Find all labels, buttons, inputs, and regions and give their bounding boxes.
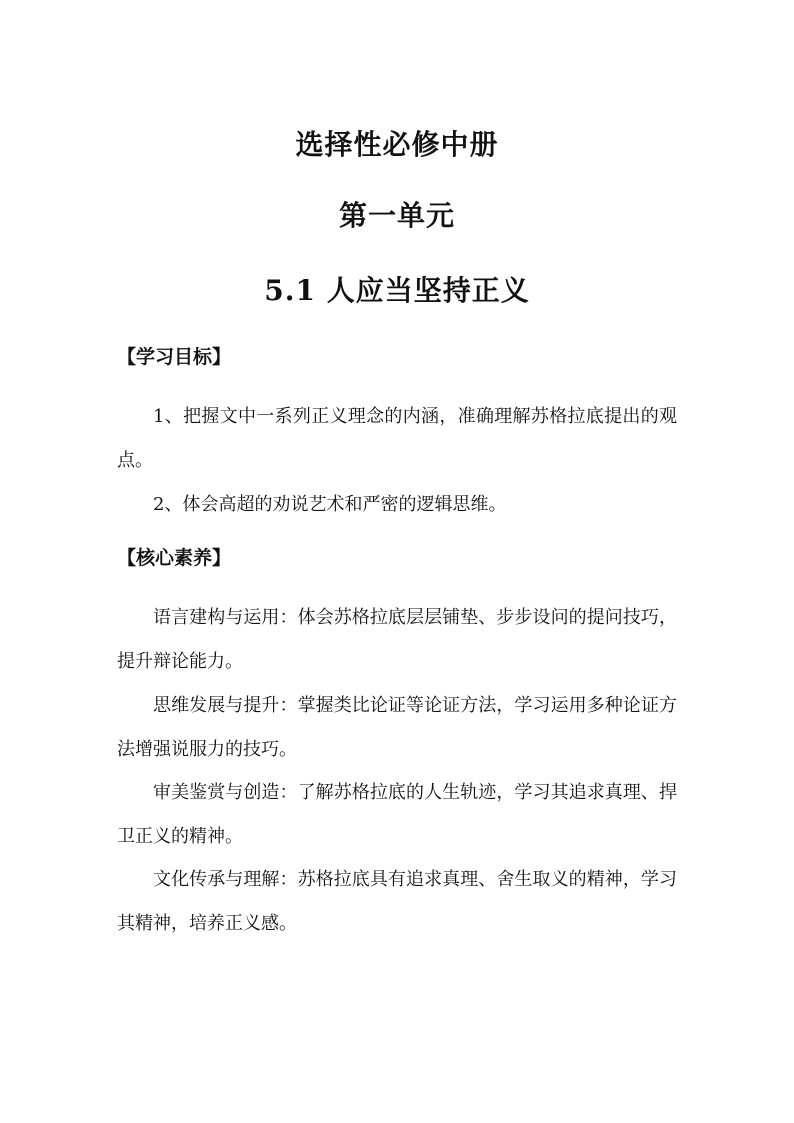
book-title: 选择性必修中册 [295,128,499,161]
core-literacy-aesthetics: 审美鉴赏与创造：了解苏格拉底的人生轨迹，学习其追求真理、捍卫正义的精神。 [117,782,677,847]
core-literacy-culture: 文化传承与理解：苏格拉底具有追求真理、舍生取义的精神，学习其精神，培养正义感。 [117,869,677,934]
unit-title: 第一单元 [338,199,455,232]
core-literacy-language: 语言建构与运用：体会苏格拉底层层铺垫、步步设问的提问技巧，提升辩论能力。 [117,607,677,672]
lesson-title: 5.1 人应当坚持正义 [264,274,530,307]
core-literacy-thinking: 思维发展与提升：掌握类比论证等论证方法，学习运用多种论证方法增强说服力的技巧。 [117,695,677,760]
learning-goal-1: 1、把握文中一系列正义理念的内涵，准确理解苏格拉底提出的观点。 [117,406,677,471]
learning-goal-2: 2、体会高超的劝说艺术和严密的逻辑思维。 [153,494,507,515]
section-heading-learning-goals: 【学习目标】 [117,346,232,368]
section-heading-core-literacy: 【核心素养】 [117,547,232,569]
